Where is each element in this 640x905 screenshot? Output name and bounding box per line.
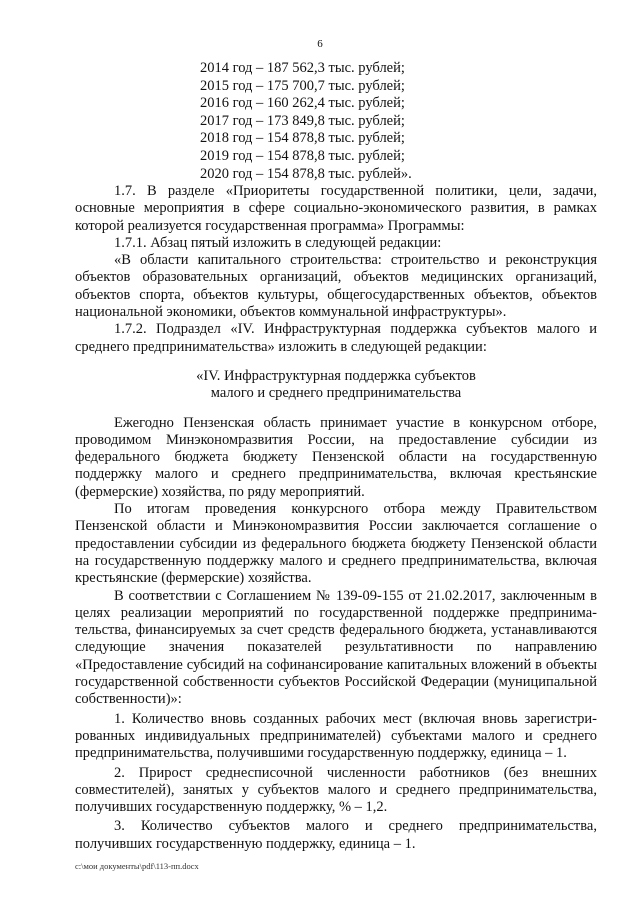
funding-year-line: 2020 год – 154 878,8 тыс. рублей». <box>200 165 412 182</box>
funding-year-line: 2016 год – 160 262,4 тыс. рублей; <box>200 95 405 112</box>
page-number: 6 <box>317 38 323 50</box>
section-heading-line1: «IV. Инфраструктурная поддержка субъектов <box>196 367 476 384</box>
section-heading-line2: малого и среднего предпринимательства <box>210 385 462 402</box>
funding-year-line: 2018 год – 154 878,8 тыс. рублей; <box>200 130 405 147</box>
footer-file-path: c:\мои документы\pdf\113-пп.docx <box>75 861 199 871</box>
indicator-item-1: 1. Количество вновь созданных рабочих мест (включая вновь зарегистрированных индивидуальных предпринимателей) субъектами малого и среднего предпринимательства, получившими государственную поддержку, единица – 1. <box>75 710 597 762</box>
document-body <box>75 183 597 853</box>
paragraph-results: По итогам проведения конкурсного отбора между Правительством Пензенской области и Минэкономразвития России заключается соглашение о предоставлении субсидии из федерального бюджета бюджету Пензенской области на государственную поддержку малого и среднего предпринимательства, включая крестьянские (фермерские) хозяйства. <box>75 501 597 587</box>
paragraph-quote: «В области капитального строительства: строительство и реконструкция объектов образовательных организаций, объектов медицинских организаций, объектов спорта, объектов культуры, общегосударственных объектов, объектов национальной экономики, объектов коммунальной инфраструктуры». <box>75 252 597 321</box>
funding-year-line: 2017 год – 173 849,8 тыс. рублей; <box>200 112 405 129</box>
funding-year-list <box>200 60 412 183</box>
paragraph-agreement: В соответствии с Соглашением № 139-09-155 от 21.02.2017, заключенным в целях реализации мероприятий по государственной поддержке предпринимательства, финансируемых за счет средств федерального бюджета, устанавливаются следующие значения показателей результативности по направлению «Предоставление субсидий на софинансирование капитальных вложений в объекты государственной собственности субъектов Российской Федерации (муниципальной собственности)»: <box>75 587 597 708</box>
funding-year-line: 2014 год – 187 562,3 тыс. рублей; <box>200 60 405 76</box>
paragraph-1-7-2: 1.7.2. Подраздел «IV. Инфраструктурная поддержка субъектов малого и среднего предпринимательства» изложить в следующей редакции: <box>75 321 597 355</box>
indicator-item-2: 2. Прирост среднесписочной численности работников (без внешних совместителей), занятых у субъектов малого и среднего предпринимательства, получивших государственную поддержку, % – 1,2. <box>75 764 597 816</box>
paragraph-1-7-1: 1.7.1. Абзац пятый изложить в следующей редакции: <box>114 234 442 251</box>
indicator-item-3: 3. Количество субъектов малого и среднего предпринимательства, получивших государственную поддержку, единица – 1. <box>75 818 597 852</box>
section-heading <box>75 368 597 403</box>
funding-year-line: 2019 год – 154 878,8 тыс. рублей; <box>200 147 405 164</box>
paragraph-1-7: 1.7. В разделе «Приоритеты государственной политики, цели, задачи, основные мероприятия в сфере социально-экономического развития, в рамках которой реализуется государственная программа» Программы: <box>75 183 597 234</box>
paragraph-yearly: Ежегодно Пензенская область принимает участие в конкурсном отборе, проводимом Минэкономразвития России, на предоставление субсидии из федерального бюджета бюджету Пензенской области на государственную поддержку малого и среднего предпринимательства, включая крестьянские (фермерские) хозяйства, по ряду мероприятий. <box>75 414 597 500</box>
funding-year-line: 2015 год – 175 700,7 тыс. рублей; <box>200 77 405 94</box>
